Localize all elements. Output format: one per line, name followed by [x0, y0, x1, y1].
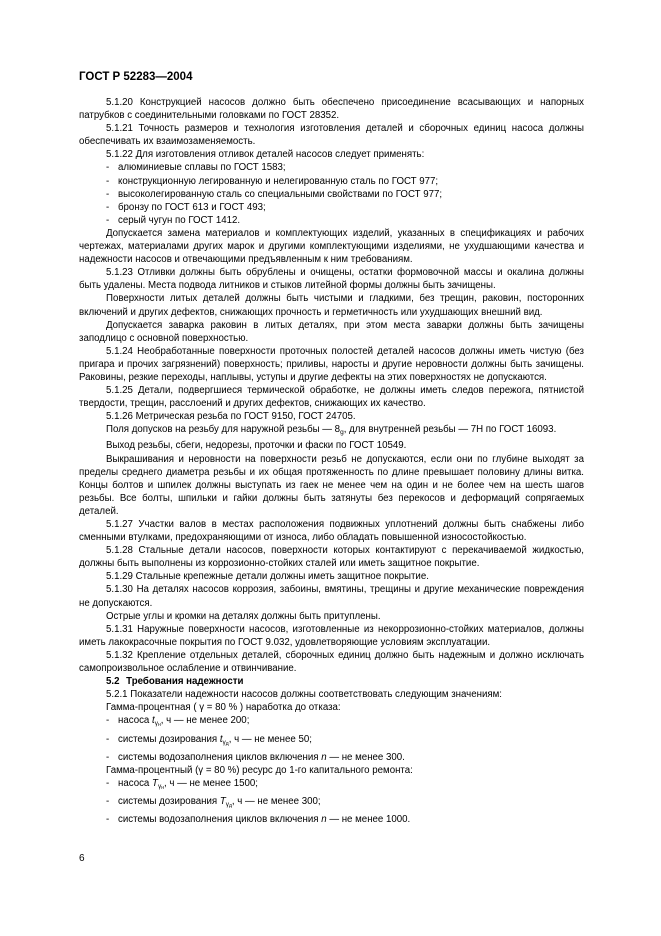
- clause-5-1-27: 5.1.27 Участки валов в местах расположения подвижных уплотнений должны быть снабжены либо сменными втулками, предохраняющими от износа, либо обладать повышенной износостойкостью.: [79, 519, 584, 544]
- paragraph-cast-surfaces: Поверхности литых деталей должны быть чистыми и гладкими, без трещин, раковин, посторонних включений и других дефектов, снижающих прочность и герметичность или ухудшающих внешний вид.: [79, 293, 584, 318]
- clause-5-1-32: 5.1.32 Крепление отдельных деталей, сборочных единиц должно быть надежным и должно исключать самопроизвольное ослабление и отвинчивание.: [79, 649, 584, 675]
- paragraph-service-life: Гамма-процентный (γ = 80 %) ресурс до 1-го капитального ремонта:: [106, 764, 413, 776]
- list-item: - системы дозирования $t_{\gamma_д}$, ч — не менее 50;: [106, 733, 312, 747]
- section-heading-5-2: 5.2 Требования надежности: [106, 676, 244, 688]
- list-item: - системы водозаполнения циклов включения n — не менее 300.: [106, 751, 405, 763]
- clause-5-1-25: 5.1.25 Детали, подвергшиеся термической обработке, не должны иметь следов пережога, пятнистой твердости, трещин, расслоений и других дефектов, снижающих их качество.: [79, 385, 584, 410]
- mtbf-list: [79, 714, 584, 763]
- clause-5-1-26: 5.1.26 Метрическая резьба по ГОСТ 9150, ГОСТ 24705.: [106, 411, 356, 423]
- document-header: ГОСТ Р 52283—2004: [79, 71, 193, 83]
- list-item: - насоса $T_{\gamma_н}$, ч — не менее 1500;: [106, 777, 258, 791]
- paragraph-thread-runout: Выход резьбы, сбеги, недорезы, проточки и фаски по ГОСТ 10549.: [106, 440, 407, 452]
- list-item: - бронзу по ГОСТ 613 и ГОСТ 493;: [106, 201, 266, 213]
- life-list: [79, 777, 584, 826]
- clause-5-1-28: 5.1.28 Стальные детали насосов, поверхности которых контактируют с перекачиваемой жидкостью, должны быть выполнены из коррозионно-стойких сталей или иметь защитное покрытие.: [79, 545, 584, 570]
- clause-5-1-29: 5.1.29 Стальные крепежные детали должны иметь защитное покрытие.: [106, 571, 429, 583]
- list-item: - насоса $t_{\gamma_н}$, ч — не менее 200;: [106, 715, 250, 729]
- clause-5-1-24: 5.1.24 Необработанные поверхности проточных полостей деталей насосов должны иметь чистую (без пригара и прочих загрязнений) поверхность; приливы, наросты и другие неровности должны быть зачищены. Раковины, резкие переходы, наплывы, уступы и другие дефекты на этих поверхностях не допускаются.: [79, 345, 584, 383]
- paragraph-welding: Допускается заварка раковин в литых деталях, при этом места заварки должны быть зачищены заподлицо с основной поверхностью.: [79, 319, 584, 344]
- clause-5-1-21: 5.1.21 Точность размеров и технология изготовления деталей и сборочных единиц насоса должны обеспечивать их взаимозаменяемость.: [79, 123, 584, 148]
- list-item: - высоколегированную сталь со специальными свойствами по ГОСТ 977;: [106, 188, 443, 200]
- paragraph-thread-tolerance: Поля допусков на резьбу для наружной резьбы — $8_g$, для внутренней резьбы — 7H по ГОСТ 16093.: [106, 424, 557, 437]
- clause-5-1-30: 5.1.30 На деталях насосов коррозия, забоины, вмятины, трещины и другие механические повреждения не допускаются.: [79, 584, 584, 609]
- list-item: - системы водозаполнения циклов включения n — не менее 1000.: [106, 813, 411, 825]
- materials-list: [79, 161, 584, 226]
- document-body: [79, 96, 584, 826]
- clause-5-1-22: 5.1.22 Для изготовления отливок деталей насосов следует применять:: [106, 149, 425, 161]
- page-number: 6: [79, 853, 85, 864]
- paragraph-replacement: Допускается замена материалов и комплектующих изделий, указанных в спецификациях и рабочих чертежах, материалами других марок и другими комплектующими изделиями, не ухудшающими качества и надежности насосов и отвечающими предъявленным к ним требованиям.: [79, 227, 584, 266]
- paragraph-thread-defects: Выкрашивания и неровности на поверхности резьб не допускаются, если они по глубине выходят за пределы среднего диаметра резьбы и их общая протяженность по длине превышает половину длины витка. Концы болтов и шпилек должны выступать из гаек не менее чем на один и не более чем на шесть шагов резьбы. Все болты, шпильки и гайки должны быть затянуты без перекосов и деформаций сопрягаемых деталей.: [79, 453, 584, 517]
- clause-5-1-31: 5.1.31 Наружные поверхности насосов, изготовленные из некоррозионно-стойких материалов, должны иметь лакокрасочные покрытия по ГОСТ 9.032, удовлетворяющие условиям эксплуатации.: [79, 623, 584, 648]
- paragraph-edges: Острые углы и кромки на деталях должны быть притуплены.: [106, 610, 381, 622]
- clause-5-1-23: 5.1.23 Отливки должны быть обрублены и очищены, остатки формовочной массы и окалина должны быть удалены. Места подвода литников и стыков литейной формы должны быть зачищены.: [79, 267, 584, 292]
- clause-5-2-1: 5.2.1 Показатели надежности насосов должны соответствовать следующим значениям:: [106, 689, 502, 701]
- paragraph-mtbf: Гамма-процентная ( γ = 80 % ) наработка до отказа:: [106, 702, 341, 714]
- list-item: - серый чугун по ГОСТ 1412.: [106, 214, 241, 226]
- list-item: - конструкционную легированную и нелегированную сталь по ГОСТ 977;: [106, 175, 439, 187]
- list-item: - системы дозирования $T_{\gamma_д}$, ч — не менее 300;: [106, 795, 321, 809]
- clause-5-1-20: 5.1.20 Конструкцией насосов должно быть обеспечено присоединение всасывающих и напорных патрубков с соединительными головками по ГОСТ 28352.: [79, 97, 584, 122]
- list-item: - алюминиевые сплавы по ГОСТ 1583;: [106, 162, 286, 174]
